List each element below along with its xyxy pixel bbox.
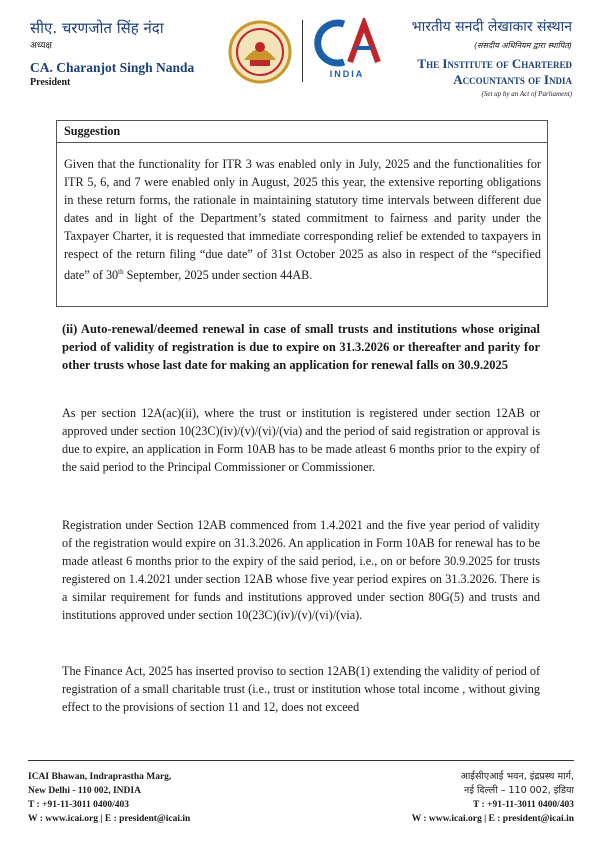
institute-name-line1: The Institute of Chartered xyxy=(417,56,572,71)
footer-rule xyxy=(28,760,574,761)
institute-note: (Set up by an Act of Parliament) xyxy=(481,90,572,98)
paragraph-3: The Finance Act, 2025 has inserted proviso to section 12AB(1) extending the validity of period of registration of a small charitable trust (i.e., trust or institution whose total income , without giving effect to the provisions of section 11 and 12, does not exceed xyxy=(62,664,540,714)
footer-phone: T : +91-11-3011 0400/403 xyxy=(28,800,130,810)
footer-address-hindi-line1: आईसीएआई भवन, इंद्रप्रस्थ मार्ग, xyxy=(460,771,574,782)
footer-address-hindi-line2: नई दिल्ली – 110 002, इंडिया xyxy=(464,785,574,796)
footer-left xyxy=(28,770,190,826)
footer-phone-right: T : +91-11-3011 0400/403 xyxy=(472,800,574,810)
footer-web-email[interactable]: W : www.icai.org | E : president@icai.in xyxy=(28,814,191,824)
suggestion-body xyxy=(64,155,541,284)
suggestion-body-text-end: September, 2025 under section 44AB. xyxy=(123,268,313,283)
footer-web-email-right[interactable]: W : www.icai.org | E : president@icai.in xyxy=(411,814,574,824)
footer-address-line1: ICAI Bhawan, Indraprastha Marg, xyxy=(28,772,172,782)
header-divider xyxy=(302,20,303,82)
paragraph-1: As per section 12A(ac)(ii), where the trust or institution is registered under section 12AB or approved under section 10(23C)(iv)/(v)/(vi)/(via) and the period of said registration or approval is due to expire, an application in Form 10AB has to be made atleast 6 months prior to the expiry of the said period to the Principal Commissioner or Commissioner. xyxy=(62,406,540,474)
suggestion-body-sup: th xyxy=(118,268,124,276)
icai-emblem-icon xyxy=(228,20,292,84)
president-role: President xyxy=(30,77,71,88)
ca-india-logo-icon xyxy=(310,18,382,70)
president-name-hindi: सीए. चरणजोत सिंह नंदा xyxy=(30,19,164,37)
president-name: CA. Charanjot Singh Nanda xyxy=(30,60,195,75)
suggestion-body-text: Given that the functionality for ITR 3 was enabled only in July, 2025 and the functionalities for ITR 5, 6, and 7 were enabled only in August, 2025 this year, the extensive reporting obligations in these return forms, the rationale in maintaining statutory time intervals between different due dates and in light of the Department’s stated commitment to fairness and parity under the Taxpayer Charter, it is requested that immediate corresponding relief be extended to taxpayers in respect of the return filing “due date” of 31st October 2025 as also in respect of the “specified date” of 30 xyxy=(64,157,541,283)
suggestion-box xyxy=(56,120,548,307)
president-role-hindi: अध्यक्ष xyxy=(30,41,52,51)
institute-name-line2: Accountants of India xyxy=(453,72,572,87)
paragraph-2: Registration under Section 12AB commenced from 1.4.2021 and the five year period of validity of the registration would expire on 31.3.2026. An application in Form 10AB for renewal has to be made atleast 6 months prior to the expiry of the said period, i.e., on or before 30.9.2025 for trusts registered on 1.4.2021 under section 12AB whose five year period expires on 31.3.2026. There is a similar requirement for funds and institutions approved under section 80G(5) and trusts and institutions approved under section 10(23C)(iv)/(v)/(vi)/(via). xyxy=(62,518,540,622)
institute-note-hindi: (संसदीय अधिनियम द्वारा स्थापित) xyxy=(473,41,572,50)
logo-text: INDIA xyxy=(329,69,365,79)
institute-name-hindi: भारतीय सनदी लेखाकार संस्थान xyxy=(411,19,572,35)
footer-right xyxy=(412,770,574,826)
footer-address-line2: New Delhi - 110 002, INDIA xyxy=(28,786,141,796)
section-heading: (ii) Auto-renewal/deemed renewal in case of small trusts and institutions whose original period of validity of registration is due to expire on 31.3.2026 or thereafter and parity for other trusts whose last date for making an application for renewal falls on 30.9.2025 xyxy=(62,322,540,372)
suggestion-title: Suggestion xyxy=(57,121,547,143)
